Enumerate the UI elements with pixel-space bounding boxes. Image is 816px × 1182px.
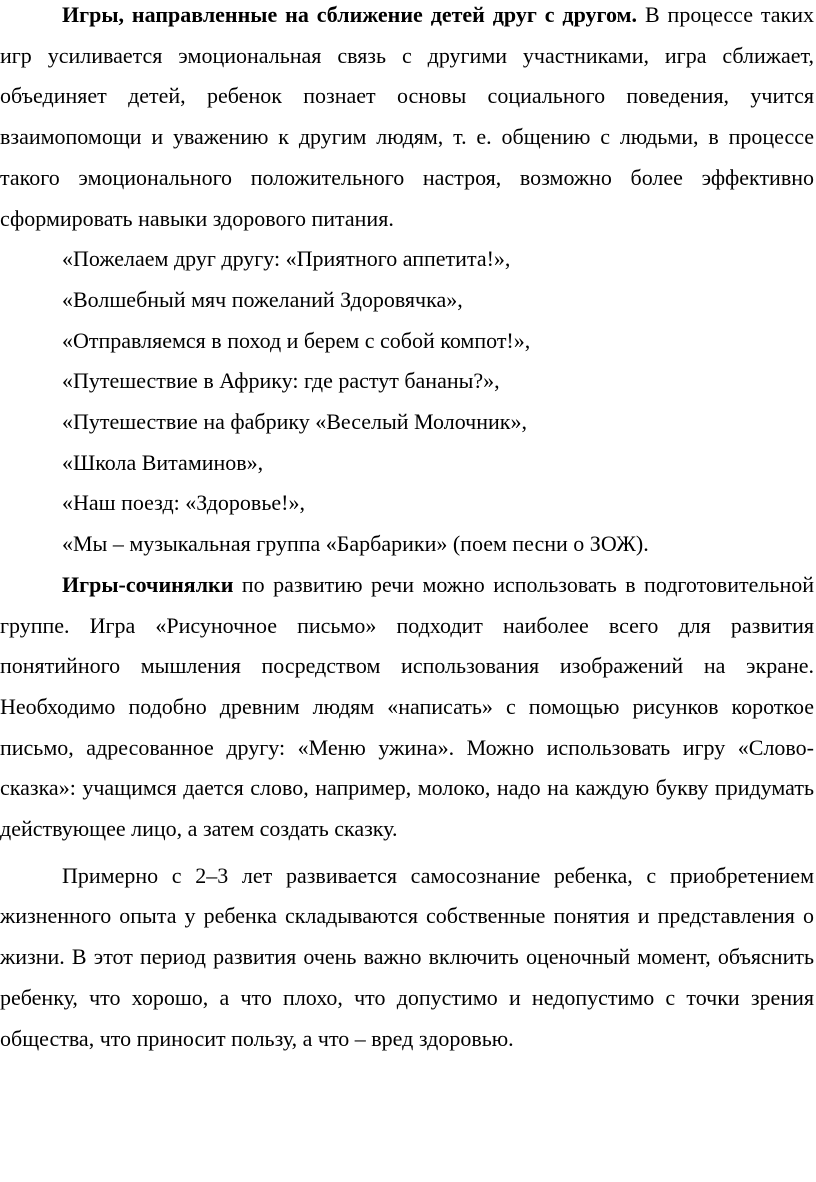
paragraph-body-self-awareness: Примерно с 2–3 лет развивается самосознание ребенка, с приобретением жизненного опыта у ребенка складываются собственные понятия и представления о жизни. В этот период развития очень важно включить оценочный момент, объяснить ребенку, что хорошо, а что плохо, что допустимо и недопустимо с точки зрения общества, что приносит пользу, а что – вред здоровью. (0, 862, 814, 1051)
list-item: «Волшебный мяч пожеланий Здоровячка», (62, 286, 463, 312)
paragraph-self-awareness (0, 856, 814, 1060)
paragraph-body-closeness: В процессе таких игр усиливается эмоциональная связь с другими участниками, игра сближает, объединяет детей, ребенок познает основы социального поведения, учится взаимопомощи и уважению к другим людям, т. е. общению с людьми, в процессе такого эмоционального положительного настроя, возможно более эффективно сформировать навыки здорового питания. (0, 2, 814, 231)
list-item: «Школа Витаминов», (62, 449, 264, 475)
paragraph-heading-closeness: Игры, направленные на сближение детей друг с другом. (62, 2, 638, 27)
list-item: «Путешествие в Африку: где растут бананы?», (62, 368, 500, 394)
list-item: «Наш поезд: «Здоровье!», (62, 490, 305, 516)
list-item: «Мы – музыкальная группа «Барбарики» (поем песни о ЗОЖ). (62, 531, 649, 557)
paragraph-games-closeness (0, 0, 814, 239)
games-list (0, 239, 814, 565)
list-item: «Отправляемся в поход и берем с собой компот!», (62, 327, 531, 353)
paragraph-heading-compose: Игры-сочинялки (62, 571, 234, 597)
list-item: «Путешествие на фабрику «Веселый Молочник», (62, 409, 527, 435)
paragraph-compose-games (0, 565, 814, 850)
list-item: «Пожелаем друг другу: «Приятного аппетита!», (62, 246, 511, 272)
paragraph-body-compose: по развитию речи можно использовать в подготовительной группе. Игра «Рисуночное письмо» подходит наиболее всего для развития понятийного мышления посредством использования изображений на экране. Необходимо подобно древним людям «написать» с помощью рисунков короткое письмо, адресованное другу: «Меню ужина». Можно использовать игру «Слово-сказка»: учащимся дается слово, например, молоко, надо на каждую букву придумать действующее лицо, а затем создать сказку. (0, 571, 814, 842)
